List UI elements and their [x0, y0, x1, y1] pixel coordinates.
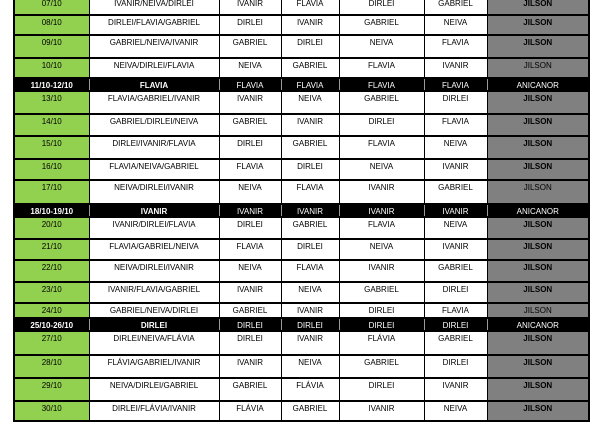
- team-cell: DIRLEI/IVANIR/FLAVIA: [89, 136, 219, 159]
- slot-cell: FLAVIA: [339, 78, 424, 91]
- weekend-supervisor-cell: ANICANOR: [487, 318, 589, 331]
- slot-cell: FLAVIA: [339, 58, 424, 78]
- day-row: [14, 303, 589, 318]
- date-cell: 27/10: [14, 331, 89, 355]
- date-cell: 20/10: [14, 217, 89, 239]
- team-cell: DIRLEI/FLÁVIA/IVANIR: [89, 401, 219, 421]
- team-cell: DIRLEI/NEIVA/FLÁVIA: [89, 331, 219, 355]
- supervisor-cell: JILSON: [487, 180, 589, 204]
- slot-cell: IVANIR: [339, 204, 424, 217]
- slot-cell: IVANIR: [424, 58, 487, 78]
- slot-cell: GABRIEL: [424, 331, 487, 355]
- date-cell: 16/10: [14, 159, 89, 180]
- slot-cell: IVANIR: [219, 0, 281, 15]
- slot-cell: NEIVA: [424, 136, 487, 159]
- slot-cell: FLAVIA: [219, 159, 281, 180]
- team-cell: IVANIR: [89, 204, 219, 217]
- supervisor-cell: JILSON: [487, 282, 589, 303]
- slot-cell: NEIVA: [281, 282, 339, 303]
- supervisor-cell: JILSON: [487, 58, 589, 78]
- date-cell: 17/10: [14, 180, 89, 204]
- slot-cell: DIRLEI: [219, 318, 281, 331]
- duty-roster-table: [13, 0, 590, 422]
- date-cell: 21/10: [14, 239, 89, 260]
- weekend-row: [14, 204, 589, 217]
- date-cell: 14/10: [14, 114, 89, 136]
- roster-table-body: [14, 0, 589, 421]
- slot-cell: NEIVA: [219, 260, 281, 282]
- slot-cell: NEIVA: [219, 58, 281, 78]
- date-cell: 22/10: [14, 260, 89, 282]
- slot-cell: IVANIR: [339, 260, 424, 282]
- date-cell: 18/10-19/10: [14, 204, 89, 217]
- day-row: [14, 180, 589, 204]
- slot-cell: DIRLEI: [219, 331, 281, 355]
- date-cell: 09/10: [14, 35, 89, 58]
- slot-cell: NEIVA: [339, 239, 424, 260]
- supervisor-cell: JILSON: [487, 239, 589, 260]
- slot-cell: GABRIEL: [219, 378, 281, 401]
- supervisor-cell: JILSON: [487, 136, 589, 159]
- slot-cell: IVANIR: [219, 355, 281, 378]
- day-row: [14, 282, 589, 303]
- day-row: [14, 378, 589, 401]
- date-cell: 11/10-12/10: [14, 78, 89, 91]
- slot-cell: GABRIEL: [424, 0, 487, 15]
- supervisor-cell: JILSON: [487, 159, 589, 180]
- day-row: [14, 0, 589, 15]
- supervisor-cell: JILSON: [487, 91, 589, 114]
- slot-cell: FLÁVIA: [219, 401, 281, 421]
- slot-cell: IVANIR: [281, 114, 339, 136]
- slot-cell: GABRIEL: [219, 303, 281, 318]
- slot-cell: GABRIEL: [281, 401, 339, 421]
- slot-cell: GABRIEL: [281, 58, 339, 78]
- weekend-row: [14, 78, 589, 91]
- slot-cell: DIRLEI: [424, 355, 487, 378]
- slot-cell: DIRLEI: [339, 0, 424, 15]
- date-cell: 10/10: [14, 58, 89, 78]
- slot-cell: IVANIR: [281, 331, 339, 355]
- slot-cell: GABRIEL: [281, 136, 339, 159]
- slot-cell: DIRLEI: [219, 217, 281, 239]
- team-cell: IVANIR/FLAVIA/GABRIEL: [89, 282, 219, 303]
- slot-cell: GABRIEL: [219, 114, 281, 136]
- slot-cell: DIRLEI: [281, 159, 339, 180]
- supervisor-cell: JILSON: [487, 355, 589, 378]
- supervisor-cell: JILSON: [487, 114, 589, 136]
- team-cell: GABRIEL/NEIVA/IVANIR: [89, 35, 219, 58]
- team-cell: FLAVIA/GABRIEL/IVANIR: [89, 91, 219, 114]
- slot-cell: FLÁVIA: [281, 378, 339, 401]
- date-cell: 29/10: [14, 378, 89, 401]
- slot-cell: GABRIEL: [424, 260, 487, 282]
- day-row: [14, 15, 589, 35]
- supervisor-cell: JILSON: [487, 401, 589, 421]
- slot-cell: GABRIEL: [339, 91, 424, 114]
- slot-cell: IVANIR: [424, 159, 487, 180]
- date-cell: 24/10: [14, 303, 89, 318]
- day-row: [14, 136, 589, 159]
- team-cell: GABRIEL/DIRLEI/NEIVA: [89, 114, 219, 136]
- slot-cell: DIRLEI: [424, 318, 487, 331]
- weekend-row: [14, 318, 589, 331]
- supervisor-cell: JILSON: [487, 15, 589, 35]
- date-cell: 08/10: [14, 15, 89, 35]
- supervisor-cell: JILSON: [487, 331, 589, 355]
- slot-cell: DIRLEI: [424, 282, 487, 303]
- supervisor-cell: JILSON: [487, 217, 589, 239]
- slot-cell: FLAVIA: [281, 0, 339, 15]
- team-cell: IVANIR/DIRLEI/FLAVIA: [89, 217, 219, 239]
- slot-cell: NEIVA: [424, 217, 487, 239]
- slot-cell: IVANIR: [339, 180, 424, 204]
- slot-cell: FLAVIA: [424, 303, 487, 318]
- slot-cell: IVANIR: [281, 204, 339, 217]
- slot-cell: FLAVIA: [424, 114, 487, 136]
- slot-cell: FLAVIA: [281, 180, 339, 204]
- slot-cell: DIRLEI: [219, 136, 281, 159]
- supervisor-cell: JILSON: [487, 378, 589, 401]
- team-cell: GABRIEL/NEIVA/DIRLEI: [89, 303, 219, 318]
- slot-cell: FLAVIA: [281, 260, 339, 282]
- slot-cell: DIRLEI: [339, 378, 424, 401]
- team-cell: NEIVA/DIRLEI/IVANIR: [89, 260, 219, 282]
- slot-cell: GABRIEL: [219, 35, 281, 58]
- team-cell: NEIVA/DIRLEI/IVANIR: [89, 180, 219, 204]
- slot-cell: IVANIR: [339, 401, 424, 421]
- slot-cell: IVANIR: [219, 282, 281, 303]
- day-row: [14, 114, 589, 136]
- slot-cell: DIRLEI: [281, 35, 339, 58]
- day-row: [14, 260, 589, 282]
- date-cell: 13/10: [14, 91, 89, 114]
- team-cell: IVANIR/NEIVA/DIRLEI: [89, 0, 219, 15]
- slot-cell: GABRIEL: [339, 282, 424, 303]
- team-cell: FLAVIA/GABRIEL/NEIVA: [89, 239, 219, 260]
- slot-cell: NEIVA: [339, 35, 424, 58]
- slot-cell: GABRIEL: [339, 355, 424, 378]
- slot-cell: NEIVA: [281, 91, 339, 114]
- slot-cell: IVANIR: [424, 204, 487, 217]
- day-row: [14, 159, 589, 180]
- slot-cell: DIRLEI: [281, 318, 339, 331]
- slot-cell: IVANIR: [281, 15, 339, 35]
- weekend-supervisor-cell: ANICANOR: [487, 204, 589, 217]
- slot-cell: FLAVIA: [281, 78, 339, 91]
- date-cell: 23/10: [14, 282, 89, 303]
- roster-table-viewport: [13, 0, 590, 422]
- team-cell: DIRLEI: [89, 318, 219, 331]
- slot-cell: DIRLEI: [339, 303, 424, 318]
- day-row: [14, 239, 589, 260]
- slot-cell: DIRLEI: [281, 239, 339, 260]
- slot-cell: NEIVA: [281, 355, 339, 378]
- date-cell: 15/10: [14, 136, 89, 159]
- slot-cell: FLAVIA: [339, 136, 424, 159]
- slot-cell: IVANIR: [424, 239, 487, 260]
- date-cell: 28/10: [14, 355, 89, 378]
- day-row: [14, 35, 589, 58]
- day-row: [14, 58, 589, 78]
- slot-cell: DIRLEI: [339, 114, 424, 136]
- supervisor-cell: JILSON: [487, 303, 589, 318]
- day-row: [14, 91, 589, 114]
- supervisor-cell: JILSON: [487, 0, 589, 15]
- team-cell: DIRLEI/FLAVIA/GABRIEL: [89, 15, 219, 35]
- slot-cell: NEIVA: [219, 180, 281, 204]
- slot-cell: IVANIR: [219, 204, 281, 217]
- slot-cell: GABRIEL: [281, 217, 339, 239]
- slot-cell: NEIVA: [424, 15, 487, 35]
- slot-cell: FLAVIA: [219, 78, 281, 91]
- slot-cell: FLAVIA: [424, 35, 487, 58]
- date-cell: 30/10: [14, 401, 89, 421]
- slot-cell: NEIVA: [339, 159, 424, 180]
- day-row: [14, 331, 589, 355]
- team-cell: FLAVIA/NEIVA/GABRIEL: [89, 159, 219, 180]
- slot-cell: FLÁVIA: [339, 331, 424, 355]
- day-row: [14, 401, 589, 421]
- date-cell: 07/10: [14, 0, 89, 15]
- slot-cell: FLAVIA: [424, 78, 487, 91]
- slot-cell: GABRIEL: [339, 15, 424, 35]
- day-row: [14, 355, 589, 378]
- supervisor-cell: JILSON: [487, 35, 589, 58]
- slot-cell: GABRIEL: [424, 180, 487, 204]
- weekend-supervisor-cell: ANICANOR: [487, 78, 589, 91]
- team-cell: FLÁVIA/GABRIEL/IVANIR: [89, 355, 219, 378]
- slot-cell: NEIVA: [424, 401, 487, 421]
- slot-cell: FLAVIA: [219, 239, 281, 260]
- team-cell: NEIVA/DIRLEI/FLAVIA: [89, 58, 219, 78]
- day-row: [14, 217, 589, 239]
- team-cell: NEIVA/DIRLEI/GABRIEL: [89, 378, 219, 401]
- supervisor-cell: JILSON: [487, 260, 589, 282]
- slot-cell: IVANIR: [281, 303, 339, 318]
- slot-cell: DIRLEI: [339, 318, 424, 331]
- slot-cell: FLAVIA: [339, 217, 424, 239]
- team-cell: FLAVIA: [89, 78, 219, 91]
- slot-cell: IVANIR: [219, 91, 281, 114]
- slot-cell: DIRLEI: [219, 15, 281, 35]
- date-cell: 25/10-26/10: [14, 318, 89, 331]
- slot-cell: IVANIR: [424, 378, 487, 401]
- slot-cell: DIRLEI: [424, 91, 487, 114]
